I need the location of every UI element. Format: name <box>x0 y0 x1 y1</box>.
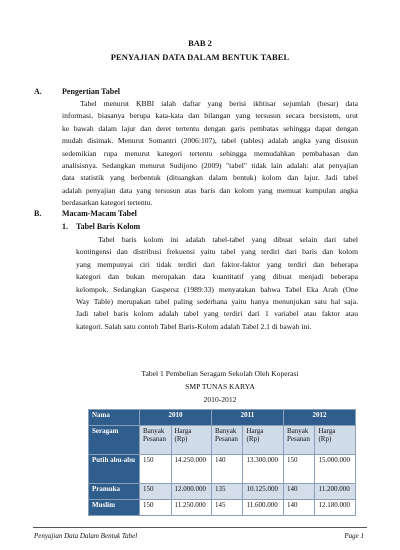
table-cell: 12.180.000 <box>315 500 356 516</box>
table-header-row <box>89 410 356 426</box>
table-caption-years: 2010-2012 <box>203 395 237 404</box>
subheader-banyak: Banyak Pesanan <box>283 426 315 455</box>
para-a-line: mudah disimak. Menurut Somantri (2006:107), tabel (tables) adalah angka yang disusun <box>62 136 358 146</box>
section-b-heading: Macam-Macam Tabel <box>62 209 137 218</box>
header-year-2010: 2010 <box>140 410 212 426</box>
table-cell: 13.300.000 <box>243 455 283 484</box>
table-cell: 150 <box>140 500 172 516</box>
table-cell: 10.125.000 <box>243 484 283 500</box>
para-1-line: Jadi tabel baris kolom adalah tabel yang terdiri dari 1 variabel atau faktor atau <box>76 309 358 319</box>
table-cell: 12.000.000 <box>171 484 211 500</box>
subsection-1-heading: Tabel Baris Kolom <box>76 222 141 231</box>
row-label: Muslim <box>89 500 140 516</box>
header-year-2011: 2011 <box>211 410 283 426</box>
chapter-label: BAB 2 <box>188 38 212 48</box>
table-subheader-row <box>89 426 356 455</box>
paragraph-tabel-baris-kolom <box>76 234 358 333</box>
row-label: Pramuka <box>89 484 140 500</box>
para-1-line: yang mempunyai ciri tidak terdiri dari faktor-faktor yang terdiri dan beberapa <box>76 259 358 269</box>
para-1-line: kontingensi dan distribusi frekuensi yaitu tabel yang terdiri dari baris dan kolom <box>76 247 358 257</box>
paragraph-pengertian <box>62 98 358 210</box>
header-seragam: Seragam <box>89 426 140 455</box>
table-row <box>89 500 356 516</box>
para-a-line: data statistik yang berbentuk (dituangkan dalam bentuk) kolom dan lajur. Jadi tabel <box>62 173 358 183</box>
para-1-line: Way Table) merupakan tabel paling sederhana yaitu hanya menunjukan satu hal saja. <box>76 296 358 306</box>
subheader-banyak: Banyak Pesanan <box>140 426 172 455</box>
subheader-harga: Harga (Rp) <box>315 426 356 455</box>
table-caption: Tabel 1 Pembelian Seragam Sekolah Oleh Koperasi <box>141 369 299 378</box>
para-a-line: berdasarkan kategori tertentu. <box>62 198 153 208</box>
table-cell: 15.000.000 <box>315 455 356 484</box>
header-year-2012: 2012 <box>283 410 355 426</box>
para-1-line: kategori. Salah satu contoh Tabel Baris-Kolom adalah Tabel 2.1 di bawah ini. <box>76 321 312 331</box>
table-cell: 150 <box>140 455 172 484</box>
para-a-line: adalah penyajian data yang tersusun atas baris dan kolom yang memuat kumpulan angka <box>62 185 358 195</box>
table-cell: 135 <box>211 484 243 500</box>
table-cell: 150 <box>283 455 315 484</box>
para-a-line: ke bawah dalam lajur dan deret tertentu dengan garis pembatas sehingga dapat dengan <box>62 123 358 133</box>
table-cell: 150 <box>140 484 172 500</box>
subheader-harga: Harga (Rp) <box>243 426 283 455</box>
table-cell: 145 <box>211 500 243 516</box>
footer-divider <box>33 527 367 528</box>
uniform-purchase-table <box>88 409 356 516</box>
para-1-line: kategori dan bukan merupakan data kuantitatif yang dibuat menjadi beberapa <box>76 272 358 282</box>
table-cell: 14.250.000 <box>171 455 211 484</box>
row-label: Putih abu-abu <box>89 455 140 484</box>
subsection-1-number: 1. <box>62 222 68 231</box>
section-b-letter: B. <box>34 209 42 218</box>
table-row <box>89 455 356 484</box>
table-cell: 11.600.000 <box>243 500 283 516</box>
para-a-line: informasi, biasanya berupa kata-kata dan bilangan yang tersusun secara bersistem, urut <box>62 111 358 121</box>
table-cell: 140 <box>211 455 243 484</box>
footer-title: Penyajian Data Dalam Bentuk Tabel <box>34 532 138 540</box>
subheader-harga: Harga (Rp) <box>171 426 211 455</box>
table-cell: 11.250.000 <box>171 500 211 516</box>
para-1-line: Tabel baris kolom ini adalah tabel-tabel yang dibuat selain dari tabel <box>98 235 358 244</box>
header-nama: Nama <box>89 410 140 426</box>
subheader-banyak: Banyak Pesanan <box>211 426 243 455</box>
section-a-heading: Pengertian Tabel <box>62 87 121 96</box>
table-row <box>89 484 356 500</box>
page-title: PENYAJIAN DATA DALAM BENTUK TABEL <box>110 52 290 62</box>
para-a-line: sedemikian rupa menurut kategori tertentu sehingga memudahkan pembahasan dan <box>62 148 358 158</box>
para-1-line: kelompok. Sedangkan Gaspersz (1989:33) menyatakan bahwa Tabel Eka Arah (One <box>76 284 358 294</box>
table-cell: 140 <box>283 484 315 500</box>
para-a-line: analisisnya. Sedangkan menurut Sudijono (2009) "tabel" tidak lain adalah: alat penyajian <box>62 160 358 170</box>
para-a-line: Tabel menurut KBBI ialah daftar yang berisi ikhtisar sejumlah (besar) data <box>80 99 358 108</box>
section-a-letter: A. <box>34 87 42 96</box>
page-number: Page 1 <box>344 532 364 540</box>
table-caption-school: SMP TUNAS KARYA <box>185 382 255 391</box>
table-cell: 11.200.000 <box>315 484 356 500</box>
table-cell: 140 <box>283 500 315 516</box>
